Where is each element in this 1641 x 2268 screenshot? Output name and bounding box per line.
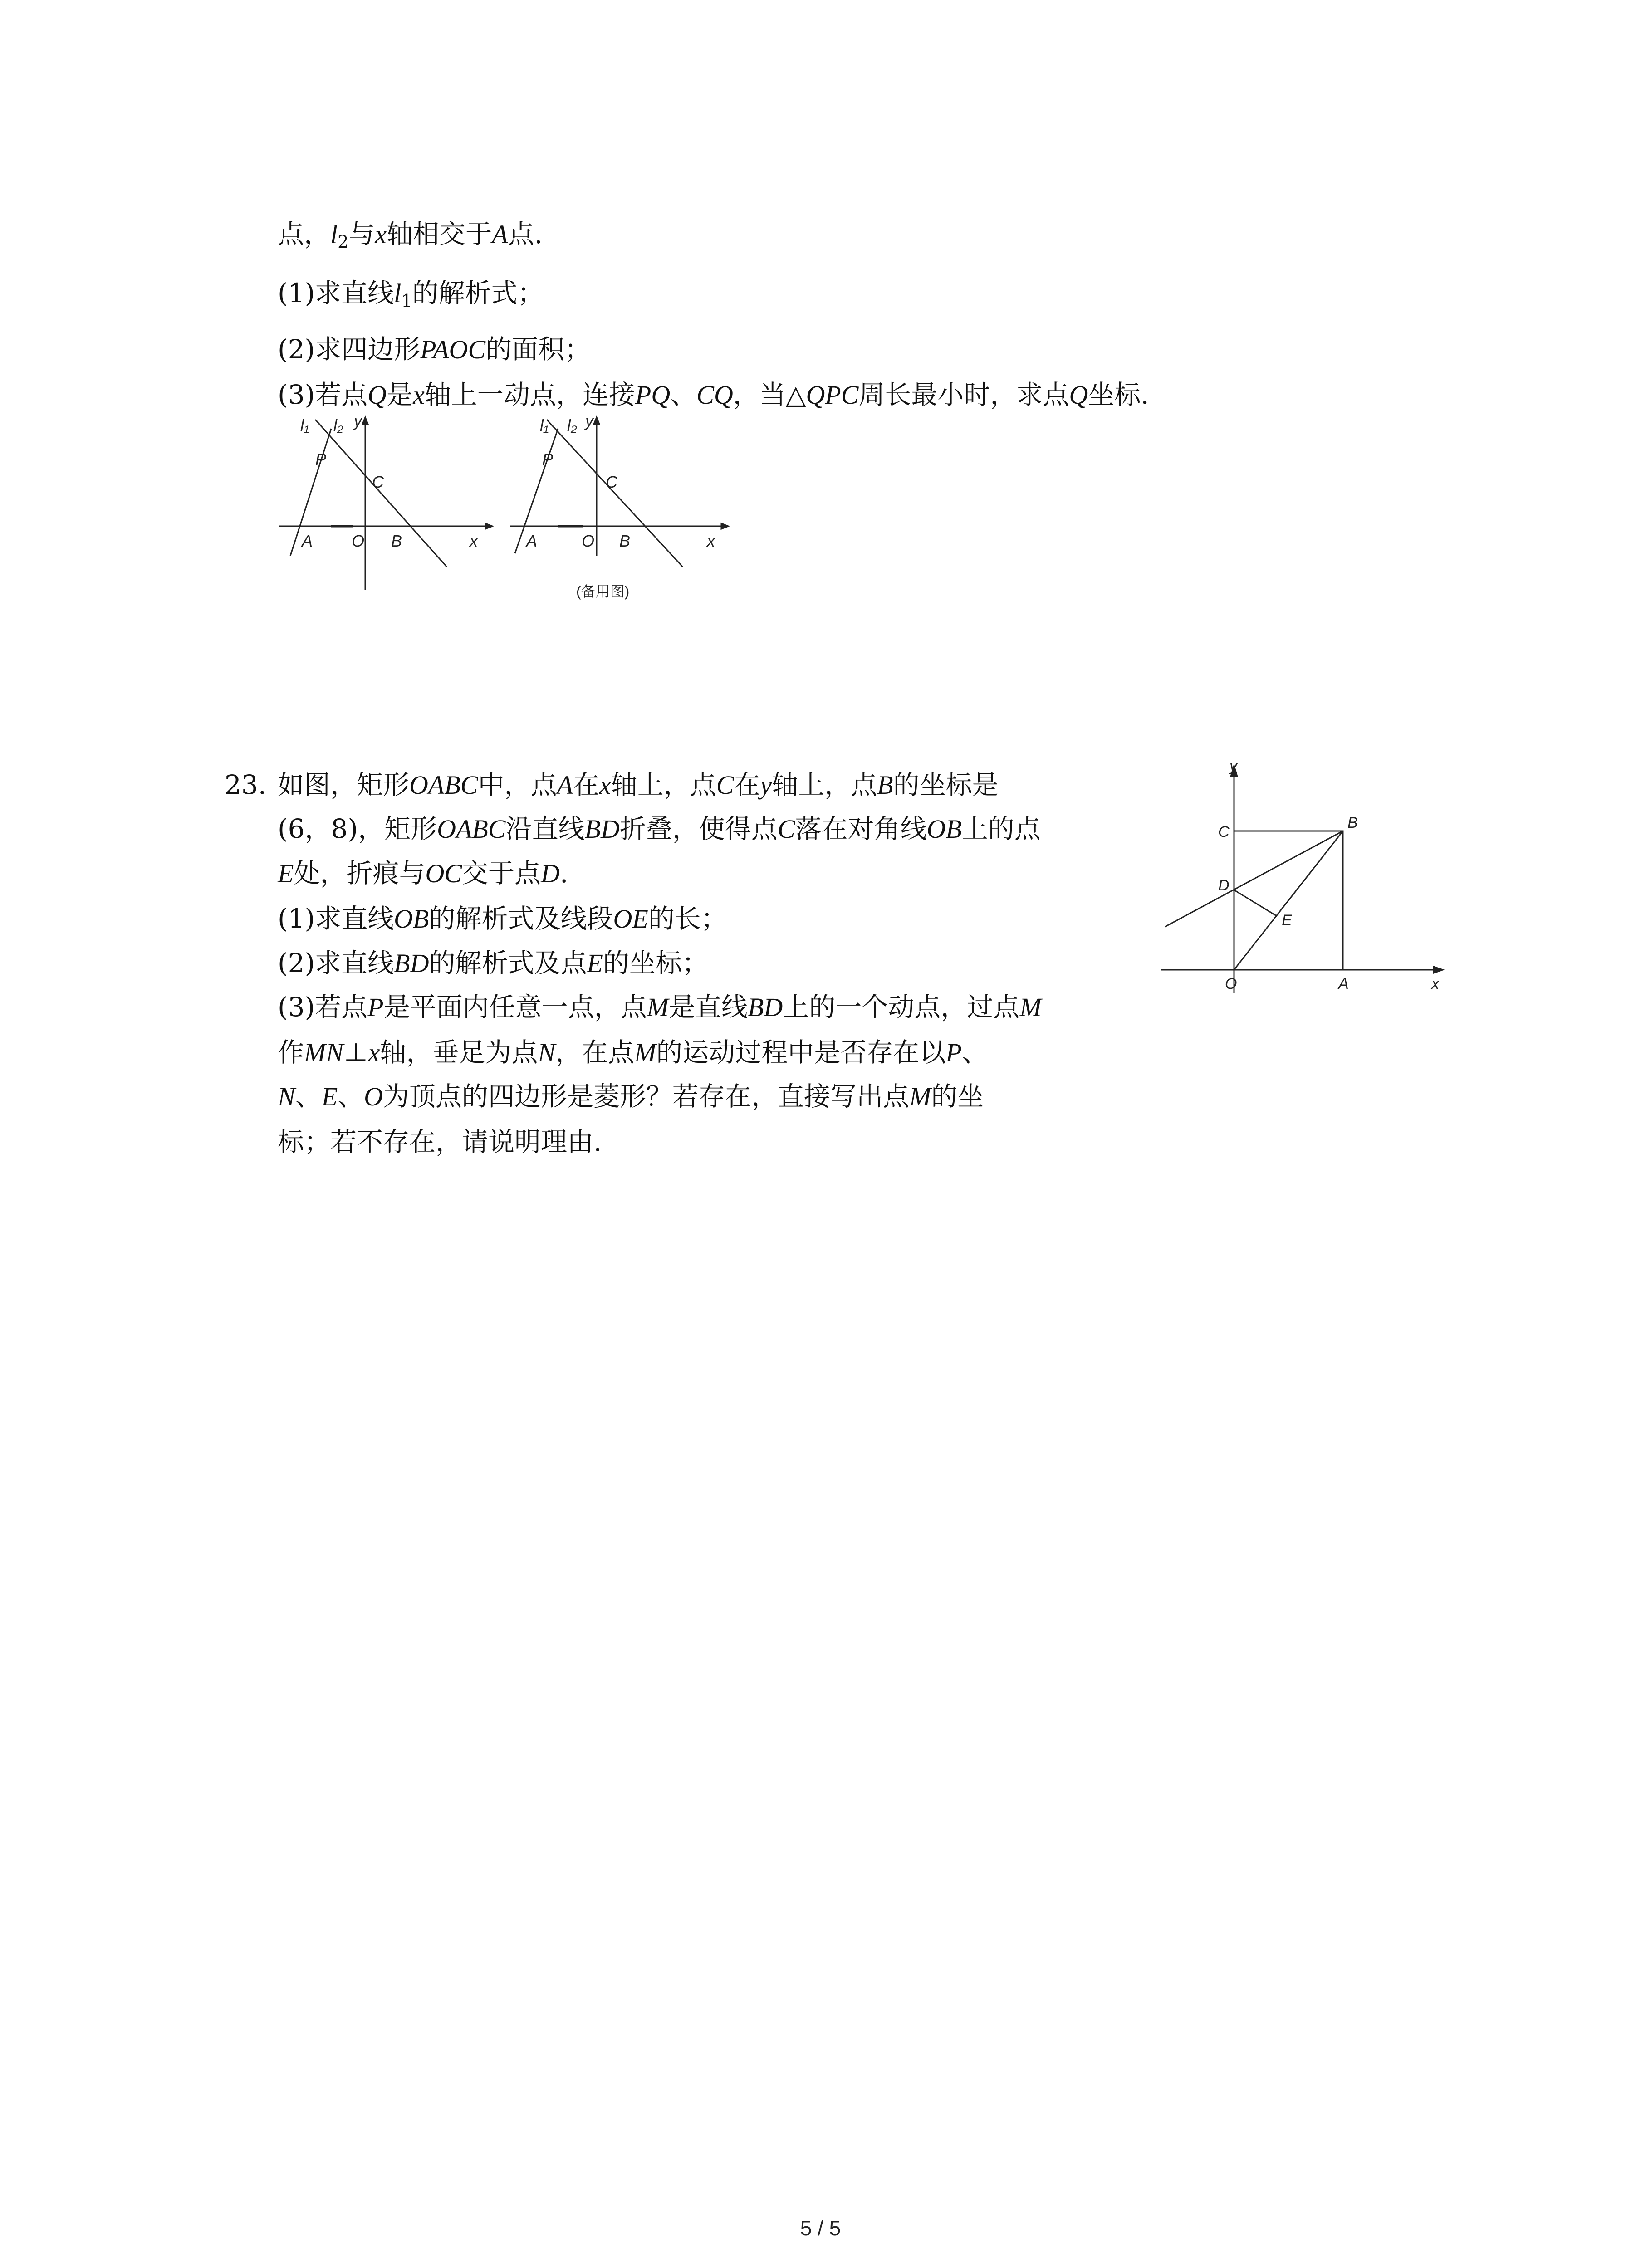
text: 沿直线: [505, 813, 585, 844]
text: (6，8)，矩形: [278, 813, 437, 844]
q22-part1: [278, 275, 544, 319]
page-number: 5 / 5: [800, 2216, 841, 2240]
math-var: OABC: [409, 770, 478, 800]
text: 轴上，点: [772, 769, 877, 800]
text: 的坐标；: [603, 948, 708, 978]
fold-line-BD: [1165, 831, 1343, 927]
math-var: PAOC: [420, 335, 486, 364]
text: 点.: [508, 219, 543, 249]
text: 在: [734, 769, 760, 800]
line-l2: [315, 420, 447, 567]
x-axis-arrow: [485, 523, 492, 529]
q23-part3-line3: [278, 1078, 984, 1115]
label-x: x: [470, 532, 478, 550]
label-B: B: [391, 532, 402, 550]
text: .: [559, 858, 568, 889]
label-y: y: [1230, 758, 1237, 775]
text: ，当△: [733, 379, 806, 410]
text: (3)若点: [278, 992, 368, 1022]
text: 的运动过程中是否存在以: [656, 1037, 946, 1068]
text: 的解析式；: [412, 278, 544, 308]
text: 、: [670, 379, 697, 410]
text: (1)求直线: [278, 903, 394, 934]
math-var: x: [375, 220, 387, 249]
label-l1: l₁: [300, 416, 309, 435]
question-number: 23.: [225, 769, 267, 800]
math-var: BD: [584, 814, 620, 844]
math-var: MN: [304, 1038, 344, 1067]
text: 落在对角线: [795, 813, 927, 844]
q23-part3-line4: [278, 1124, 602, 1160]
text: 的解析式及线段: [429, 903, 613, 934]
line-l2: [547, 420, 683, 567]
math-var: Q: [367, 380, 387, 410]
x-axis-arrow: [721, 523, 728, 529]
math-var: B: [877, 770, 893, 800]
q23-line2: [278, 811, 1041, 847]
text: (2)求直线: [278, 948, 394, 978]
label-O: O: [582, 532, 595, 550]
text: 上的一个动点，过点: [783, 992, 1020, 1022]
text: 的坐: [931, 1081, 984, 1112]
text: 中，点: [478, 769, 557, 800]
text: (1)求直线: [278, 278, 394, 308]
label-x: x: [1431, 975, 1439, 992]
label-y: y: [354, 411, 362, 430]
label-A: A: [1338, 975, 1349, 992]
subscript: 2: [338, 232, 349, 252]
math-var: l: [330, 220, 338, 249]
q23-line3: [278, 855, 568, 892]
label-B: B: [1347, 814, 1358, 831]
text: 处，折痕与: [294, 858, 426, 889]
label-x: x: [707, 532, 715, 550]
math-var: Q: [1069, 380, 1088, 410]
q22-line1: [278, 216, 543, 260]
x-axis-arrow: [1434, 967, 1443, 973]
label-P: P: [315, 450, 327, 469]
math-var: OB: [926, 814, 962, 844]
text: (3)若点: [278, 379, 368, 410]
text: 轴，垂足为点: [380, 1037, 538, 1068]
math-var: P: [945, 1038, 962, 1067]
label-C: C: [372, 473, 384, 491]
label-C: C: [606, 473, 617, 491]
q22-part2: [278, 331, 591, 368]
math-var: N: [278, 1082, 295, 1111]
label-y: y: [585, 411, 593, 430]
math-var: E: [278, 859, 294, 888]
text: 、: [295, 1081, 322, 1112]
text: 是: [387, 379, 413, 410]
label-P: P: [542, 450, 554, 469]
math-var: C: [777, 814, 795, 844]
q23-part1: [278, 900, 727, 937]
math-var: OE: [613, 904, 648, 934]
math-var: l: [394, 279, 402, 308]
text: 的坐标是: [893, 769, 999, 800]
text: 与: [348, 219, 375, 249]
text: 是直线: [668, 992, 748, 1022]
math-var: M: [909, 1082, 931, 1111]
text: 作: [278, 1037, 304, 1068]
text: 标；若不存在，请说明理由.: [278, 1126, 602, 1157]
text: 如图，矩形: [278, 769, 410, 800]
text: 折叠，使得点: [619, 813, 778, 844]
math-var: x: [413, 380, 425, 410]
math-var: M: [1019, 992, 1042, 1022]
text: 上的点: [961, 813, 1041, 844]
text: 、: [961, 1037, 988, 1068]
q22-figure-1: [272, 411, 499, 610]
q23-part3-line1: [278, 989, 1042, 1026]
label-A: A: [526, 532, 538, 550]
math-var: OABC: [437, 814, 506, 844]
math-var: PQ: [635, 380, 671, 410]
math-var: OB: [394, 904, 429, 934]
q22-part3: [278, 376, 1149, 413]
math-var: M: [634, 1038, 656, 1067]
label-l2: l₂: [333, 416, 343, 435]
label-B: B: [619, 532, 631, 550]
label-C: C: [1218, 823, 1230, 841]
math-var: BD: [394, 948, 429, 978]
text: 在: [573, 769, 599, 800]
label-O: O: [1225, 975, 1237, 992]
label-E: E: [1282, 912, 1292, 929]
math-var: CQ: [696, 380, 733, 410]
math-var: C: [716, 770, 734, 800]
text: 的长；: [648, 903, 727, 934]
text: 、: [338, 1081, 364, 1112]
label-l1: l₁: [540, 416, 549, 435]
math-var: BD: [747, 992, 783, 1022]
text: 点，: [278, 219, 331, 249]
y-axis-arrow: [594, 417, 599, 424]
text: 轴相交于: [387, 219, 492, 249]
math-var: O: [364, 1082, 383, 1111]
math-var: P: [367, 992, 384, 1022]
label-D: D: [1218, 877, 1230, 894]
math-var: A: [492, 220, 508, 249]
label-l2: l₂: [567, 416, 577, 435]
label-O: O: [352, 532, 365, 550]
math-var: M: [647, 992, 669, 1022]
math-var: QPC: [806, 380, 859, 410]
text: 周长最小时，求点: [858, 379, 1069, 410]
text: 为顶点的四边形是菱形？若存在，直接写出点: [383, 1081, 910, 1112]
text: (2)求四边形: [278, 334, 421, 365]
text: 轴上，点: [611, 769, 716, 800]
math-var: x: [599, 770, 611, 800]
text: ⊥: [343, 1037, 368, 1068]
text: 交于点: [462, 858, 541, 889]
math-var: E: [587, 948, 603, 978]
figure-caption: (备用图): [576, 583, 630, 600]
segment-DE: [1234, 890, 1277, 916]
math-var: E: [321, 1082, 338, 1111]
y-axis-arrow: [362, 417, 368, 424]
q23-part2: [278, 945, 708, 982]
text: ，在点: [555, 1037, 635, 1068]
math-var: OC: [425, 859, 462, 888]
q23-figure: [1161, 758, 1461, 1002]
q22-figure-2: [504, 411, 735, 610]
q23-line1: [225, 767, 999, 803]
math-var: A: [557, 770, 573, 800]
text: 的解析式及点: [429, 948, 587, 978]
q23-part3-line2: [278, 1034, 988, 1071]
text: 的面积；: [485, 334, 591, 365]
math-var: D: [541, 859, 560, 888]
text: 是平面内任意一点，点: [383, 992, 647, 1022]
math-var: x: [368, 1038, 380, 1067]
text: 坐标.: [1088, 379, 1149, 410]
subscript: 1: [401, 291, 412, 311]
math-var: y: [760, 770, 772, 800]
math-var: N: [538, 1038, 556, 1067]
text: 轴上一动点，连接: [424, 379, 635, 410]
label-A: A: [302, 532, 313, 550]
